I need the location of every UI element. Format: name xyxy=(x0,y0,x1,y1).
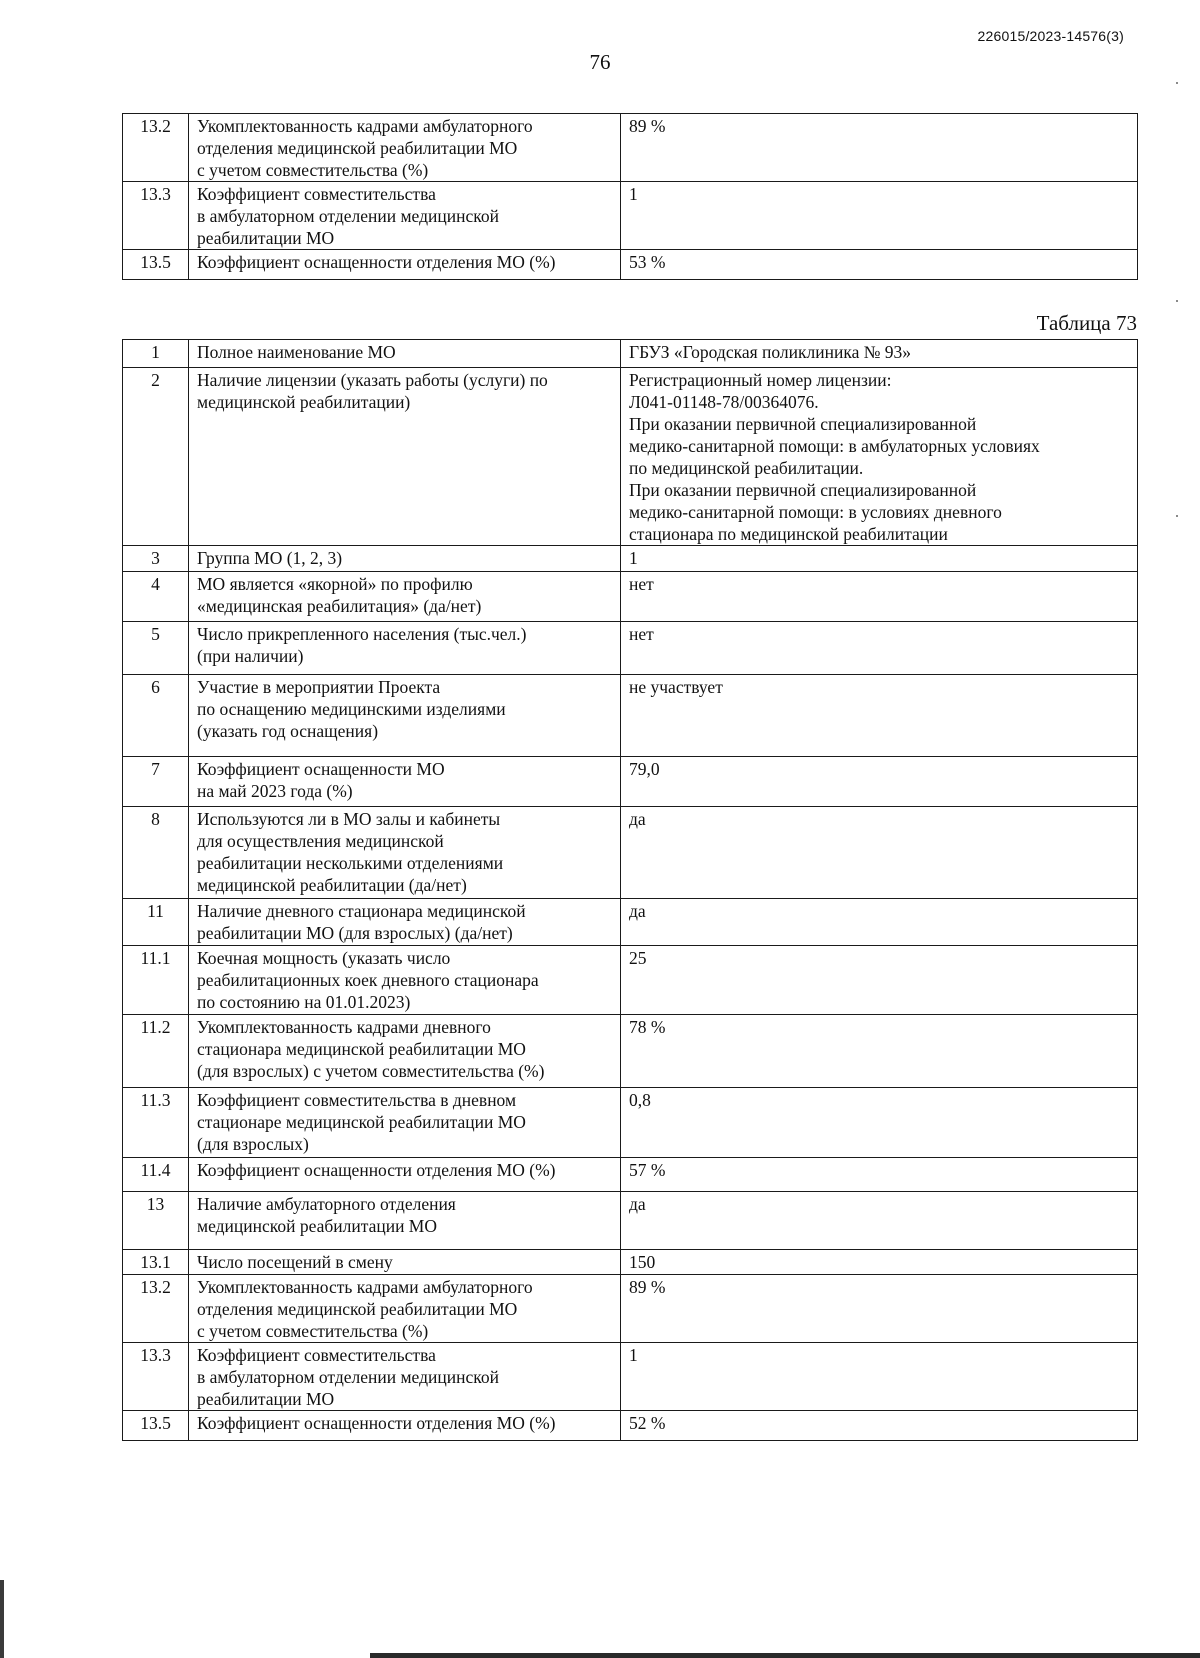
table-row xyxy=(123,1192,1138,1250)
row-value: 89 % xyxy=(621,1275,1138,1343)
row-number: 13.5 xyxy=(123,250,189,280)
row-label: Число прикрепленного населения (тыс.чел.) (при наличии) xyxy=(189,622,621,675)
row-label: Коечная мощность (указать число реабилитационных коек дневного стационара по состоянию на 01.01.2023) xyxy=(189,946,621,1015)
row-label: Участие в мероприятии Проекта по оснащению медицинскими изделиями (указать год оснащения) xyxy=(189,675,621,757)
row-number: 13.2 xyxy=(123,114,189,182)
table-row xyxy=(123,1275,1138,1343)
row-value: 78 % xyxy=(621,1015,1138,1088)
row-value: 0,8 xyxy=(621,1088,1138,1158)
table-row xyxy=(123,572,1138,622)
main-table xyxy=(122,339,1138,1441)
row-label: Коэффициент оснащенности отделения МО (%) xyxy=(189,1411,621,1441)
table-row xyxy=(123,182,1138,250)
table-row xyxy=(123,368,1138,546)
row-number: 8 xyxy=(123,807,189,899)
table-row xyxy=(123,1343,1138,1411)
row-label: Коэффициент совместительства в амбулаторном отделении медицинской реабилитации МО xyxy=(189,1343,621,1411)
row-label: Коэффициент оснащенности МО на май 2023 года (%) xyxy=(189,757,621,807)
row-number: 6 xyxy=(123,675,189,757)
row-number: 13.5 xyxy=(123,1411,189,1441)
row-label: Число посещений в смену xyxy=(189,1250,621,1275)
row-label: Группа МО (1, 2, 3) xyxy=(189,546,621,572)
page-number: 76 xyxy=(589,50,611,74)
row-number: 13.1 xyxy=(123,1250,189,1275)
table-row xyxy=(123,899,1138,946)
table-row xyxy=(123,1015,1138,1088)
row-label: Наличие амбулаторного отделения медицинской реабилитации МО xyxy=(189,1192,621,1250)
table-row xyxy=(123,250,1138,280)
row-value: 57 % xyxy=(621,1158,1138,1192)
row-number: 5 xyxy=(123,622,189,675)
table-row xyxy=(123,1158,1138,1192)
row-value: 1 xyxy=(621,1343,1138,1411)
row-label: Коэффициент совместительства в амбулаторном отделении медицинской реабилитации МО xyxy=(189,182,621,250)
table-row xyxy=(123,946,1138,1015)
row-value: нет xyxy=(621,622,1138,675)
row-number: 13 xyxy=(123,1192,189,1250)
row-value: да xyxy=(621,899,1138,946)
row-label: Коэффициент оснащенности отделения МО (%) xyxy=(189,250,621,280)
row-number: 7 xyxy=(123,757,189,807)
top-table xyxy=(122,113,1138,280)
row-number: 3 xyxy=(123,546,189,572)
row-label: Укомплектованность кадрами дневного стационара медицинской реабилитации МО (для взрослых) с учетом совместительства (%) xyxy=(189,1015,621,1088)
row-number: 11 xyxy=(123,899,189,946)
table-row xyxy=(123,757,1138,807)
table-row xyxy=(123,1088,1138,1158)
table-row xyxy=(123,675,1138,757)
document-id: 226015/2023-14576(3) xyxy=(977,28,1124,44)
row-label: Укомплектованность кадрами амбулаторного отделения медицинской реабилитации МО с учетом совместительства (%) xyxy=(189,114,621,182)
table-row xyxy=(123,546,1138,572)
row-value: 1 xyxy=(621,182,1138,250)
table-row xyxy=(123,340,1138,368)
row-value: 52 % xyxy=(621,1411,1138,1441)
table-row xyxy=(123,114,1138,182)
row-number: 1 xyxy=(123,340,189,368)
scan-mark xyxy=(1176,515,1178,517)
row-number: 11.2 xyxy=(123,1015,189,1088)
table-row xyxy=(123,1250,1138,1275)
scan-edge-bottom xyxy=(370,1653,1200,1658)
row-value: 53 % xyxy=(621,250,1138,280)
row-label: МО является «якорной» по профилю «медицинская реабилитация» (да/нет) xyxy=(189,572,621,622)
row-value: ГБУЗ «Городская поликлиника № 93» xyxy=(621,340,1138,368)
row-number: 11.4 xyxy=(123,1158,189,1192)
row-label: Наличие дневного стационара медицинской реабилитации МО (для взрослых) (да/нет) xyxy=(189,899,621,946)
row-value: Регистрационный номер лицензии: Л041-01148-78/00364076. При оказании первичной специализированной медико-санитарной помощи: в амбулаторных условиях по медицинской реабилитации. При оказании первичной специализированной медико-санитарной помощи: в условиях дневного стационара по медицинской реабилитации xyxy=(621,368,1138,546)
row-label: Коэффициент совместительства в дневном стационаре медицинской реабилитации МО (для взрослых) xyxy=(189,1088,621,1158)
row-number: 2 xyxy=(123,368,189,546)
row-number: 13.2 xyxy=(123,1275,189,1343)
row-value: нет xyxy=(621,572,1138,622)
table-row xyxy=(123,622,1138,675)
table-row xyxy=(123,807,1138,899)
row-label: Наличие лицензии (указать работы (услуги) по медицинской реабилитации) xyxy=(189,368,621,546)
row-number: 13.3 xyxy=(123,182,189,250)
row-value: 1 xyxy=(621,546,1138,572)
table-row xyxy=(123,1411,1138,1441)
table-caption: Таблица 73 xyxy=(1036,311,1137,335)
row-value: 150 xyxy=(621,1250,1138,1275)
row-number: 13.3 xyxy=(123,1343,189,1411)
row-label: Укомплектованность кадрами амбулаторного отделения медицинской реабилитации МО с учетом совместительства (%) xyxy=(189,1275,621,1343)
row-label: Полное наименование МО xyxy=(189,340,621,368)
row-label: Используются ли в МО залы и кабинеты для осуществления медицинской реабилитации несколькими отделениями медицинской реабилитации (да/нет) xyxy=(189,807,621,899)
row-value: 89 % xyxy=(621,114,1138,182)
row-number: 11.1 xyxy=(123,946,189,1015)
row-value: 25 xyxy=(621,946,1138,1015)
scan-mark xyxy=(1176,300,1178,302)
row-value: да xyxy=(621,1192,1138,1250)
row-label: Коэффициент оснащенности отделения МО (%) xyxy=(189,1158,621,1192)
scan-edge-left xyxy=(0,1580,4,1658)
row-value: не участвует xyxy=(621,675,1138,757)
row-value: да xyxy=(621,807,1138,899)
row-number: 11.3 xyxy=(123,1088,189,1158)
row-number: 4 xyxy=(123,572,189,622)
scan-mark xyxy=(1176,82,1178,84)
row-value: 79,0 xyxy=(621,757,1138,807)
